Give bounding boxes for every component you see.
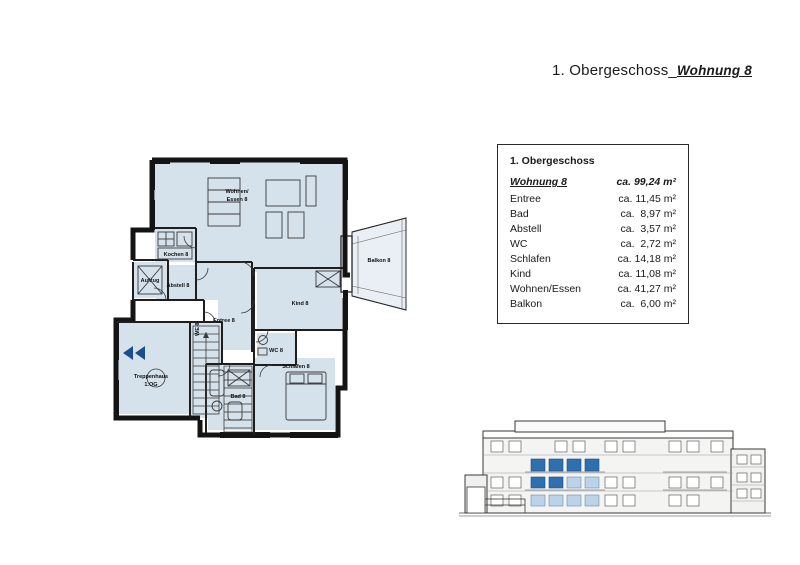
legend-row-name: Balkon — [510, 298, 543, 310]
room-label-storage: Abstell 8 — [166, 283, 190, 289]
legend-row-area: ca. 6,00 m² — [620, 298, 676, 310]
room-label-elevator: Aufzug — [140, 278, 160, 284]
room-label-entree: Entree 8 — [213, 318, 235, 324]
page-title-floor: 1. Obergeschoss_ — [552, 62, 677, 79]
room-label-stairs-1: Treppenhaus — [133, 374, 169, 380]
legend-row-area: ca. 8,97 m² — [620, 208, 676, 220]
legend-unit-area: ca. 99,24 m² — [616, 176, 676, 188]
legend-row — [510, 208, 676, 220]
room-label-bath: Bad 8 — [230, 394, 246, 400]
floor-plan — [100, 140, 430, 460]
area-legend — [497, 144, 689, 324]
room-label-kitchen: Kochen 8 — [163, 252, 189, 258]
unit-door-marker — [195, 323, 201, 336]
room-label-child: Kind 8 — [291, 301, 309, 307]
legend-row-name: WC — [510, 238, 528, 250]
svg-text:WE 8: WE 8 — [195, 322, 201, 336]
page-title-unit: Wohnung 8 — [676, 63, 752, 78]
room-label-living-1: Wohnen/ — [225, 189, 249, 195]
legend-row-name: Entree — [510, 193, 541, 205]
legend-unit-label: Wohnung 8 — [510, 176, 567, 188]
legend-row-area: ca. 14,18 m² — [617, 253, 676, 265]
legend-row — [510, 193, 676, 205]
legend-title: 1. Obergeschoss — [510, 155, 595, 167]
legend-row-area: ca. 11,45 m² — [618, 193, 676, 205]
legend-unit-row — [510, 176, 676, 188]
legend-row-name: Abstell — [510, 223, 542, 235]
room-label-stairs-2: 1.OG — [144, 382, 158, 388]
legend-row-name: Kind — [510, 268, 532, 280]
legend-row — [510, 283, 676, 295]
legend-row — [510, 223, 676, 235]
legend-row — [510, 253, 676, 265]
legend-row-area: ca. 2,72 m² — [620, 238, 676, 250]
legend-row-name: Bad — [510, 208, 529, 220]
room-label-balcony: Balkon 8 — [367, 258, 391, 264]
elevation-geometry — [459, 421, 771, 516]
legend-row-name: Wohnen/Essen — [510, 283, 582, 295]
legend-row — [510, 298, 676, 310]
legend-row-name: Schlafen — [510, 253, 551, 265]
room-label-bedroom: Schlafen 8 — [282, 364, 310, 370]
legend-row — [510, 268, 676, 280]
page-title — [552, 62, 752, 79]
building-elevation — [455, 415, 775, 525]
room-label-living-2: Essen 8 — [226, 197, 248, 203]
room-label-wc: WC 8 — [269, 348, 283, 354]
legend-row-area: ca. 11,08 m² — [618, 268, 676, 280]
balcony — [341, 218, 406, 310]
legend-row-area: ca. 3,57 m² — [620, 223, 676, 235]
legend-row — [510, 238, 676, 250]
legend-row-area: ca. 41,27 m² — [617, 283, 676, 295]
floor-plan-geometry — [114, 158, 406, 438]
